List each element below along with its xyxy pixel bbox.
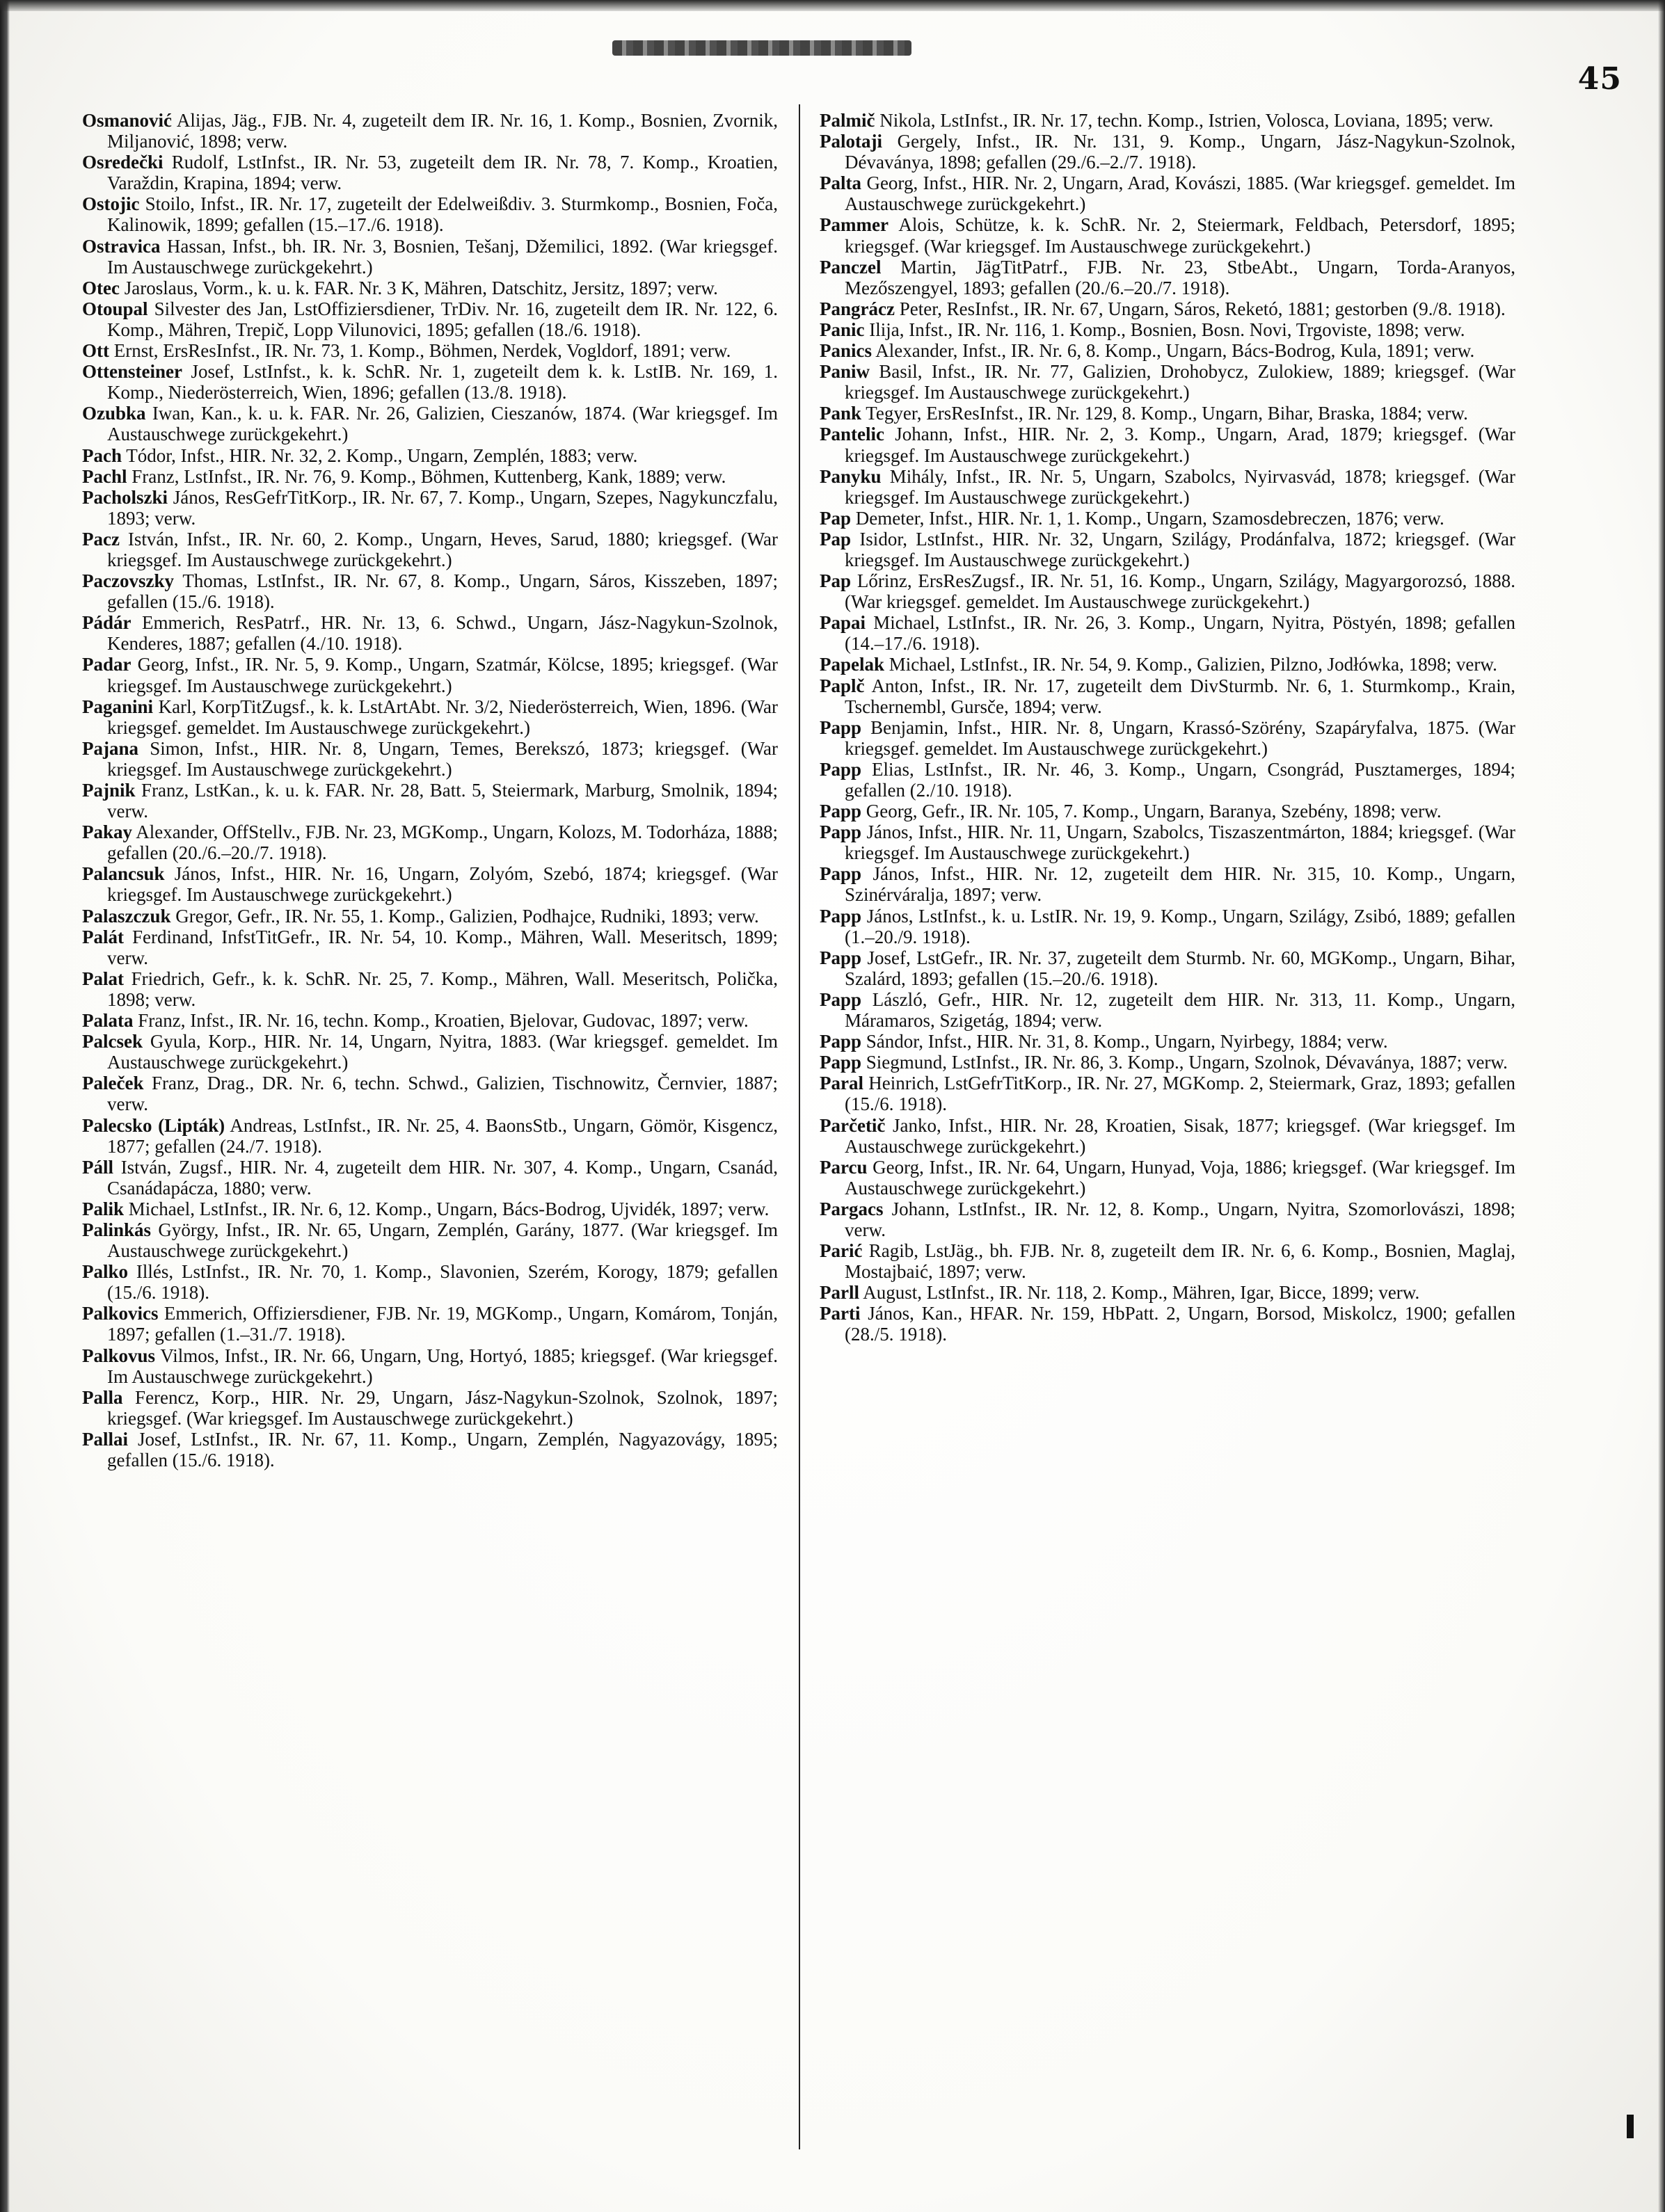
entry-details: Emmerich, ResPatrf., HR. Nr. 13, 6. Schwd., Ungarn, Jász-Nagykun-Szolnok, Kenderes, 1887; gefallen (4./10. 1918).: [107, 612, 778, 655]
list-item: [82, 236, 778, 278]
entry-details: Siegmund, LstInfst., IR. Nr. 86, 3. Komp., Ungarn, Szolnok, Dévaványa, 1887; verw.: [866, 1052, 1508, 1073]
entry-details: Demeter, Infst., HIR. Nr. 1, 1. Komp., Ungarn, Szamosdebreczen, 1876; verw.: [855, 507, 1444, 529]
entry-details: Josef, LstInfst., k. k. SchR. Nr. 1, zugeteilt dem k. k. LstIB. Nr. 169, 1. Komp., Niederösterreich, Wien, 1896; gefallen (13./8. 1918).: [107, 361, 779, 403]
entry-details: August, LstInfst., IR. Nr. 118, 2. Komp., Mähren, Igar, Bicce, 1899; verw.: [863, 1282, 1420, 1304]
entry-surname: Papp: [820, 1031, 862, 1052]
list-item: [82, 1303, 778, 1345]
entry-surname: Paplč: [820, 675, 865, 696]
entry-details: Thomas, LstInfst., IR. Nr. 67, 8. Komp., Ungarn, Sáros, Kisszeben, 1897; gefallen (15./6. 1918).: [107, 570, 778, 613]
ink-mark: [1627, 2115, 1634, 2138]
entry-details: Nikola, LstInfst., IR. Nr. 17, techn. Komp., Istrien, Volosca, Loviana, 1895; verw.: [879, 110, 1494, 131]
entry-surname: Papp: [820, 1052, 862, 1073]
list-item: [820, 1031, 1515, 1052]
entry-details: Benjamin, Infst., HIR. Nr. 8, Ungarn, Krassó-Szörény, Szapáryfalva, 1875. (War kriegsgef. gemeldet. Im Austauschwege zurückgekehrt.): [845, 716, 1516, 759]
list-item: [820, 1282, 1515, 1303]
entry-surname: Palata: [82, 1010, 134, 1032]
right-column: [820, 110, 1515, 1345]
entry-details: Georg, Infst., IR. Nr. 64, Ungarn, Hunyad, Voja, 1886; kriegsgef. (War kriegsgef. Im Austauschwege zurückgekehrt.): [845, 1156, 1515, 1199]
entry-surname: Osmanović: [82, 110, 173, 131]
entry-details: Martin, JägTitPatrf., FJB. Nr. 23, StbeAbt., Ungarn, Torda-Aranyos, Mezőszengyel, 1893; gefallen (20./6.–20./7. 1918).: [845, 256, 1515, 298]
entry-surname: Ott: [82, 340, 109, 362]
entry-details: Vilmos, Infst., IR. Nr. 66, Ungarn, Ung, Hortyó, 1885; kriegsgef. (War kriegsgef. Im Austauschwege zurückgekehrt.): [107, 1345, 778, 1387]
list-item: [82, 193, 778, 235]
list-item: [82, 1157, 778, 1199]
entry-surname: Papp: [820, 947, 862, 968]
entry-surname: Pargacs: [820, 1198, 884, 1219]
list-item: [820, 759, 1515, 801]
entry-details: Isidor, LstInfst., HIR. Nr. 32, Ungarn, Szilágy, Prodánfalva, 1872; kriegsgef. (War kriegsgef. Im Austauschwege zurückgekehrt.): [845, 528, 1516, 570]
list-item: [820, 675, 1515, 717]
entry-details: János, LstInfst., k. u. LstIR. Nr. 19, 9. Komp., Ungarn, Szilágy, Zsibó, 1889; gefallen (1.–20./9. 1918).: [845, 905, 1515, 947]
list-item: [82, 403, 778, 444]
list-item: [820, 717, 1515, 759]
entry-details: István, Infst., IR. Nr. 60, 2. Komp., Ungarn, Heves, Sarud, 1880; kriegsgef. (War kriegsgef. Im Austauschwege zurückgekehrt.): [107, 528, 778, 570]
list-item: [82, 1219, 778, 1261]
list-item: [820, 403, 1515, 424]
list-item: [82, 968, 778, 1010]
entry-surname: Palcsek: [82, 1031, 143, 1052]
entry-details: Georg, Infst., HIR. Nr. 2, Ungarn, Arad, Kovászi, 1885. (War kriegsgef. gemeldet. Im Austauschwege zurückgekehrt.): [845, 173, 1515, 215]
entry-surname: Paleček: [82, 1073, 144, 1094]
entry-details: Franz, LstKan., k. u. k. FAR. Nr. 28, Batt. 5, Steiermark, Marburg, Smolnik, 1894; verw.: [107, 780, 779, 822]
entry-details: Mihály, Infst., IR. Nr. 5, Ungarn, Szabolcs, Nyirvasvád, 1878; kriegsgef. (War kriegsgef. Im Austauschwege zurückgekehrt.): [845, 465, 1515, 508]
entry-details: Elias, LstInfst., IR. Nr. 46, 3. Komp., Ungarn, Csongrád, Pusztamerges, 1894; gefallen (2./10. 1918).: [845, 758, 1516, 801]
entry-surname: Pap: [820, 570, 852, 592]
entry-surname: Pajana: [82, 737, 138, 759]
list-item: [82, 487, 778, 529]
entry-surname: Palinkás: [82, 1219, 152, 1240]
entry-details: Alexander, Infst., IR. Nr. 6, 8. Komp., Ungarn, Bács-Bodrog, Kula, 1891; verw.: [875, 340, 1475, 362]
list-item: [820, 1052, 1515, 1073]
entry-details: Ernst, ErsResInfst., IR. Nr. 73, 1. Komp., Böhmen, Nerdek, Vogldorf, 1891; verw.: [113, 340, 731, 362]
entry-surname: Otec: [82, 277, 120, 298]
list-item: [82, 927, 778, 968]
page-number: 45: [1577, 61, 1622, 97]
list-item: [820, 110, 1515, 131]
list-item: [820, 989, 1515, 1031]
entry-surname: Pap: [820, 528, 852, 550]
list-item: [82, 1199, 778, 1219]
entry-details: Karl, KorpTitZugsf., k. k. LstArtAbt. Nr. 3/2, Niederösterreich, Wien, 1896. (War kriegsgef. gemeldet. Im Austauschwege zurückgekehrt.): [107, 696, 779, 738]
list-item: [82, 780, 778, 822]
list-item: [82, 152, 778, 193]
entry-details: Franz, LstInfst., IR. Nr. 76, 9. Komp., Böhmen, Kuttenberg, Kank, 1889; verw.: [132, 465, 726, 487]
entry-details: Friedrich, Gefr., k. k. SchR. Nr. 25, 7. Komp., Mähren, Wall. Meseritsch, Polička, 1898; verw.: [107, 968, 778, 1010]
entry-surname: Panyku: [820, 465, 882, 487]
entry-details: János, ResGefrTitKorp., IR. Nr. 67, 7. Komp., Ungarn, Szepes, Nagykunczfalu, 1893; verw.: [107, 486, 779, 529]
list-item: [82, 529, 778, 570]
entry-surname: Papp: [820, 988, 862, 1010]
list-item: [820, 131, 1515, 173]
entry-surname: Palik: [82, 1198, 125, 1219]
entry-surname: Pakay: [82, 822, 133, 843]
list-item: [82, 1115, 778, 1157]
entry-details: János, Infst., HIR. Nr. 16, Ungarn, Zolyóm, Szebó, 1874; kriegsgef. (War kriegsgef. Im Austauschwege zurückgekehrt.): [107, 863, 779, 906]
entry-surname: Pacz: [82, 528, 120, 550]
entry-details: Michael, LstInfst., IR. Nr. 6, 12. Komp., Ungarn, Bács-Bodrog, Ujvidék, 1897; verw.: [128, 1198, 770, 1219]
list-item: [82, 863, 778, 905]
list-item: [82, 654, 778, 696]
entry-surname: Palotaji: [820, 131, 882, 152]
entry-surname: Pajnik: [82, 780, 136, 801]
list-item: [82, 278, 778, 298]
entry-details: Anton, Infst., IR. Nr. 17, zugeteilt dem DivSturmb. Nr. 6, 1. Sturmkomp., Krain, Tschernembl, Gursče, 1894; verw.: [845, 675, 1516, 717]
entry-surname: Paniw: [820, 361, 870, 383]
list-item: [820, 508, 1515, 529]
entry-surname: Palecsko (Lipták): [82, 1114, 225, 1136]
list-item: [82, 340, 778, 361]
entry-details: János, Infst., HIR. Nr. 12, zugeteilt dem HIR. Nr. 315, 10. Komp., Ungarn, Szinérváralja, 1897; verw.: [845, 863, 1516, 906]
entry-surname: Pammer: [820, 214, 889, 236]
entry-details: Iwan, Kan., k. u. k. FAR. Nr. 26, Galizien, Cieszanów, 1874. (War kriegsgef. Im Austauschwege zurückgekehrt.): [107, 403, 778, 445]
list-item: [820, 1303, 1515, 1345]
list-item: [82, 1345, 778, 1387]
list-item: [820, 319, 1515, 340]
list-item: [820, 1199, 1515, 1240]
entry-details: Gergely, Infst., IR. Nr. 131, 9. Komp., Ungarn, Jász-Nagykun-Szolnok, Dévaványa, 1898; gefallen (29./6.–2./7. 1918).: [845, 131, 1515, 173]
entry-details: Sándor, Infst., HIR. Nr. 31, 8. Komp., Ungarn, Nyirbegy, 1884; verw.: [866, 1031, 1388, 1052]
entry-details: János, Kan., HFAR. Nr. 159, HbPatt. 2, Ungarn, Borsod, Miskolcz, 1900; gefallen (28./5. 1918).: [845, 1303, 1515, 1345]
entry-details: Silvester des Jan, LstOffiziersdiener, TrDiv. Nr. 16, zugeteilt dem IR. Nr. 122, 6. Komp., Mähren, Trepič, Lopp Vilunovici, 1895; gefallen (18./6. 1918).: [107, 298, 778, 340]
list-item: [82, 1429, 778, 1470]
scan-border-right: [1658, 0, 1665, 2212]
entry-surname: Ostravica: [82, 235, 161, 257]
list-item: [820, 361, 1515, 403]
entry-details: Alijas, Jäg., FJB. Nr. 4, zugeteilt dem IR. Nr. 16, 1. Komp., Bosnien, Zvornik, Miljanović, 1898; verw.: [107, 110, 778, 152]
scan-border-top: [0, 0, 1665, 11]
entry-surname: Papp: [820, 801, 862, 822]
entry-surname: Papelak: [820, 654, 885, 675]
scan-smudge: [612, 40, 911, 56]
entry-surname: Parti: [820, 1303, 861, 1324]
entry-surname: Papp: [820, 863, 862, 885]
entry-surname: Otoupal: [82, 298, 148, 319]
entry-surname: Papai: [820, 612, 866, 634]
entry-details: Ragib, LstJäg., bh. FJB. Nr. 8, zugeteilt dem IR. Nr. 6, 6. Komp., Bosnien, Maglaj, Mostajbaić, 1897; verw.: [845, 1240, 1516, 1283]
list-item: [82, 110, 778, 152]
list-item: [820, 529, 1515, 570]
scan-border-left: [0, 0, 10, 2212]
entry-surname: Palkovics: [82, 1303, 159, 1324]
list-item: [820, 863, 1515, 905]
entry-details: Gregor, Gefr., IR. Nr. 55, 1. Komp., Galizien, Podhajce, Rudniki, 1893; verw.: [175, 905, 759, 927]
entry-surname: Palancsuk: [82, 863, 165, 885]
entry-details: Heinrich, LstGefrTitKorp., IR. Nr. 27, MGKomp. 2, Steiermark, Graz, 1893; gefallen (15./6. 1918).: [845, 1073, 1516, 1115]
entry-surname: Palkovus: [82, 1345, 156, 1366]
list-item: [82, 445, 778, 466]
entry-details: Hassan, Infst., bh. IR. Nr. 3, Bosnien, Tešanj, Džemilici, 1892. (War kriegsgef. Im Austauschwege zurückgekehrt.): [107, 235, 778, 278]
list-item: [820, 1240, 1515, 1282]
entry-surname: Parll: [820, 1282, 859, 1304]
entry-details: Georg, Gefr., IR. Nr. 105, 7. Komp., Ungarn, Baranya, Szebény, 1898; verw.: [866, 801, 1442, 822]
list-item: [82, 906, 778, 927]
entry-details: Ilija, Infst., IR. Nr. 116, 1. Komp., Bosnien, Bosn. Novi, Trgoviste, 1898; verw.: [869, 319, 1465, 340]
entry-details: Simon, Infst., HIR. Nr. 8, Ungarn, Temes, Berekszó, 1873; kriegsgef. (War kriegsgef. Im Austauschwege zurückgekehrt.): [107, 737, 778, 780]
entry-surname: Páll: [82, 1156, 113, 1178]
entry-details: Franz, Drag., DR. Nr. 6, techn. Schwd., Galizien, Tischnowitz, Černvier, 1887; verw.: [107, 1073, 779, 1115]
entry-surname: Pallai: [82, 1428, 128, 1450]
list-item: [820, 1073, 1515, 1114]
list-item: [82, 1010, 778, 1031]
entry-surname: Pachl: [82, 465, 127, 487]
entry-surname: Paczovszky: [82, 570, 174, 592]
entry-details: Emmerich, Offiziersdiener, FJB. Nr. 19, MGKomp., Ungarn, Komárom, Tonján, 1897; gefallen (1.–31./7. 1918).: [107, 1303, 778, 1345]
entry-details: Peter, ResInfst., IR. Nr. 67, Ungarn, Sáros, Reketó, 1881; gestorben (9./8. 1918).: [899, 298, 1506, 319]
list-item: [820, 612, 1515, 654]
list-item: [82, 1387, 778, 1429]
entry-details: Janko, Infst., HIR. Nr. 28, Kroatien, Sisak, 1877; kriegsgef. (War kriegsgef. Im Austauschwege zurückgekehrt.): [845, 1114, 1516, 1157]
entry-details: Georg, Infst., IR. Nr. 5, 9. Komp., Ungarn, Szatmár, Kölcse, 1895; kriegsgef. (War kriegsgef. Im Austauschwege zurückgekehrt.): [107, 654, 778, 696]
entry-details: Franz, Infst., IR. Nr. 16, techn. Komp., Kroatien, Bjelovar, Gudovac, 1897; verw.: [138, 1010, 749, 1032]
entry-surname: Papp: [820, 905, 862, 927]
entry-details: Johann, LstInfst., IR. Nr. 12, 8. Komp., Ungarn, Nyitra, Szomorlovászi, 1898; verw.: [845, 1198, 1516, 1240]
entry-surname: Palát: [82, 926, 124, 947]
list-item: [820, 654, 1515, 675]
list-item: [82, 361, 778, 403]
list-item: [820, 340, 1515, 361]
entry-details: Alois, Schütze, k. k. SchR. Nr. 2, Steiermark, Feldbach, Petersdorf, 1895; kriegsgef. (War kriegsgef. Im Austauschwege zurückgekehrt.): [845, 214, 1515, 257]
entry-surname: Palat: [82, 968, 124, 989]
entry-details: Jaroslaus, Vorm., k. u. k. FAR. Nr. 3 K, Mähren, Datschitz, Jersitz, 1897; verw.: [124, 277, 718, 298]
list-item: [820, 801, 1515, 822]
entry-details: János, Infst., HIR. Nr. 11, Ungarn, Szabolcs, Tiszaszentmárton, 1884; kriegsgef. (War kriegsgef. Im Austauschwege zurückgekehrt.): [845, 822, 1516, 864]
entry-surname: Pap: [820, 507, 852, 529]
list-item: [820, 298, 1515, 319]
entry-details: György, Infst., IR. Nr. 65, Ungarn, Zemplén, Garány, 1877. (War kriegsgef. Im Austauschwege zurückgekehrt.): [107, 1219, 779, 1262]
list-item: [82, 1073, 778, 1114]
entry-surname: Papp: [820, 758, 862, 780]
entry-details: Basil, Infst., IR. Nr. 77, Galizien, Drohobycz, Zulokiew, 1889; kriegsgef. (War kriegsgef. Im Austauschwege zurückgekehrt.): [845, 361, 1515, 403]
entry-details: Josef, LstGefr., IR. Nr. 37, zugeteilt dem Sturmb. Nr. 60, MGKomp., Ungarn, Bihar, Szalárd, 1893; gefallen (15.–20./6. 1918).: [845, 947, 1515, 989]
entry-surname: Pacholszki: [82, 486, 168, 508]
entry-surname: Papp: [820, 716, 862, 738]
entry-surname: Padar: [82, 654, 132, 675]
left-column: [82, 110, 778, 1470]
entry-surname: Pangrácz: [820, 298, 895, 319]
entry-details: Alexander, OffStellv., FJB. Nr. 23, MGKomp., Ungarn, Kolozs, M. Todorháza, 1888; gefallen (20./6.–20./7. 1918).: [107, 822, 778, 864]
list-item: [82, 1261, 778, 1303]
entry-surname: Palla: [82, 1386, 123, 1408]
list-item: [82, 298, 778, 340]
entry-surname: Palaszczuk: [82, 905, 171, 927]
list-item: [820, 906, 1515, 947]
entry-details: Illés, LstInfst., IR. Nr. 70, 1. Komp., Slavonien, Szerém, Korogy, 1879; gefallen (15./6. 1918).: [107, 1261, 779, 1304]
list-item: [820, 466, 1515, 508]
entry-surname: Papp: [820, 822, 862, 843]
entry-surname: Pank: [820, 403, 862, 424]
entry-details: Rudolf, LstInfst., IR. Nr. 53, zugeteilt dem IR. Nr. 78, 7. Komp., Kroatien, Varaždin, Krapina, 1894; verw.: [107, 152, 778, 194]
entry-surname: Paganini: [82, 696, 154, 717]
list-item: [82, 1031, 778, 1073]
list-item: [82, 570, 778, 612]
entry-surname: Panics: [820, 340, 873, 362]
entry-details: Gyula, Korp., HIR. Nr. 14, Ungarn, Nyitra, 1883. (War kriegsgef. gemeldet. Im Austauschwege zurückgekehrt.): [107, 1031, 778, 1073]
entry-surname: Pádár: [82, 612, 132, 634]
list-item: [820, 1115, 1515, 1157]
entry-surname: Pach: [82, 444, 122, 466]
list-item: [820, 822, 1515, 863]
list-item: [820, 424, 1515, 465]
entry-details: Andreas, LstInfst., IR. Nr. 25, 4. BaonsStb., Ungarn, Gömör, Kisgencz, 1877; gefallen (24./7. 1918).: [107, 1114, 778, 1157]
list-item: [82, 466, 778, 487]
entry-surname: Palmič: [820, 110, 875, 131]
entry-surname: Ostojic: [82, 193, 140, 215]
list-item: [82, 612, 778, 654]
entry-details: Tódor, Infst., HIR. Nr. 32, 2. Komp., Ungarn, Zemplén, 1883; verw.: [126, 444, 638, 466]
entry-details: Ferdinand, InfstTitGefr., IR. Nr. 54, 10. Komp., Mähren, Wall. Meseritsch, 1899; verw.: [107, 926, 779, 968]
entry-surname: Ozubka: [82, 403, 146, 424]
entry-surname: Pantelic: [820, 424, 884, 445]
list-item: [820, 570, 1515, 612]
list-item: [820, 214, 1515, 256]
entry-details: László, Gefr., HIR. Nr. 12, zugeteilt dem HIR. Nr. 313, 11. Komp., Ungarn, Máramaros, Szigetág, 1894; verw.: [845, 988, 1516, 1032]
list-item: [82, 822, 778, 863]
entry-surname: Parcu: [820, 1156, 868, 1178]
list-item: [820, 173, 1515, 214]
entry-surname: Panic: [820, 319, 865, 340]
list-item: [820, 947, 1515, 989]
entry-details: Lőrinz, ErsResZugsf., IR. Nr. 51, 16. Komp., Ungarn, Szilágy, Magyargorozsó, 1888. (War kriegsgef. gemeldet. Im Austauschwege zurückgekehrt.): [845, 570, 1515, 613]
entry-surname: Ottensteiner: [82, 361, 182, 383]
column-divider: [799, 104, 800, 2149]
entry-details: Tegyer, ErsResInfst., IR. Nr. 129, 8. Komp., Ungarn, Bihar, Braska, 1884; verw.: [866, 403, 1468, 424]
entry-surname: Paral: [820, 1073, 863, 1094]
entry-surname: Palko: [82, 1261, 129, 1283]
entry-surname: Parić: [820, 1240, 863, 1262]
entry-details: Josef, LstInfst., IR. Nr. 67, 11. Komp., Ungarn, Zemplén, Nagyazovágy, 1895; gefallen (15./6. 1918).: [107, 1428, 779, 1470]
entry-surname: Panczel: [820, 256, 882, 278]
entry-surname: Palta: [820, 173, 861, 194]
entry-details: Johann, Infst., HIR. Nr. 2, 3. Komp., Ungarn, Arad, 1879; kriegsgef. (War kriegsgef. Im Austauschwege zurückgekehrt.): [845, 424, 1516, 466]
entry-details: Michael, LstInfst., IR. Nr. 54, 9. Komp., Galizien, Pilzno, Jodłówka, 1898; verw.: [889, 654, 1497, 675]
list-item: [820, 257, 1515, 298]
entry-surname: Osredečki: [82, 152, 164, 173]
entry-details: Ferencz, Korp., HIR. Nr. 29, Ungarn, Jász-Nagykun-Szolnok, Szolnok, 1897; kriegsgef. (War kriegsgef. Im Austauschwege zurückgekehrt.): [107, 1386, 779, 1429]
entry-details: Michael, LstInfst., IR. Nr. 26, 3. Komp., Ungarn, Nyitra, Pöstyén, 1898; gefallen (14.–17./6. 1918).: [845, 612, 1515, 655]
entry-details: Stoilo, Infst., IR. Nr. 17, zugeteilt der Edelweißdiv. 3. Sturmkomp., Bosnien, Foča, Kalinowik, 1899; gefallen (15.–17./6. 1918).: [107, 193, 779, 236]
entry-details: István, Zugsf., HIR. Nr. 4, zugeteilt dem HIR. Nr. 307, 4. Komp., Ungarn, Csanád, Csanádapácza, 1880; verw.: [107, 1156, 778, 1199]
list-item: [820, 1157, 1515, 1199]
entry-surname: Parčetič: [820, 1114, 886, 1136]
list-item: [82, 738, 778, 780]
list-item: [82, 696, 778, 738]
